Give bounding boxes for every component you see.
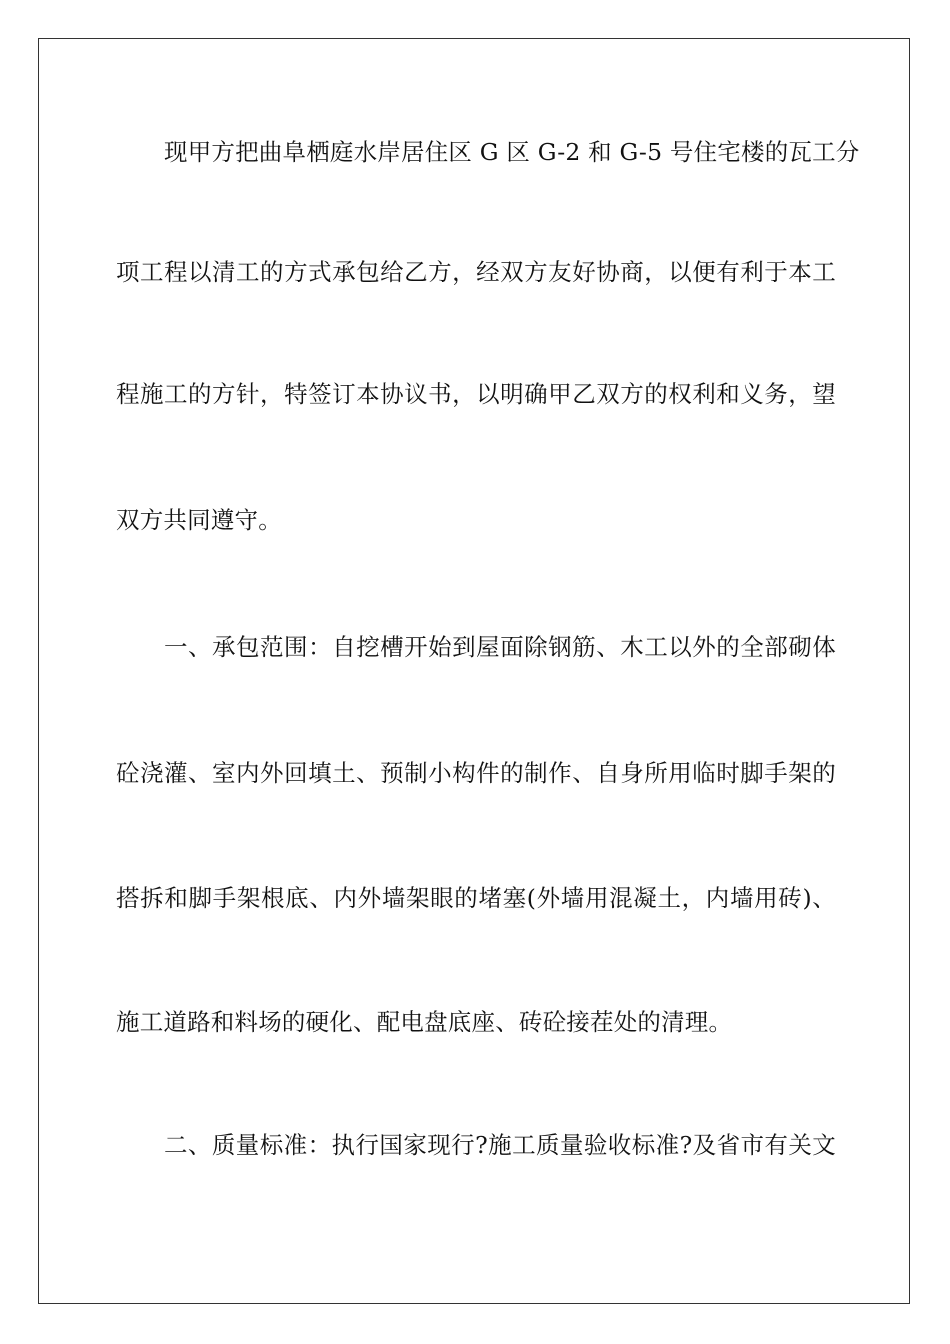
paragraph-line: 一、承包范围：自挖槽开始到屋面除钢筋、木工以外的全部砌体 xyxy=(164,633,836,661)
paragraph-line: 搭拆和脚手架根底、内外墙架眼的堵塞(外墙用混凝土，内墙用砖)、 xyxy=(116,884,836,912)
paragraph-line: 程施工的方针，特签订本协议书，以明确甲乙双方的权利和义务，望 xyxy=(116,380,836,408)
paragraph-line: 双方共同遵守。 xyxy=(116,506,282,534)
paragraph-line: 砼浇灌、室内外回填土、预制小构件的制作、自身所用临时脚手架的 xyxy=(116,759,836,787)
paragraph-line: 二、质量标准：执行国家现行?施工质量验收标准?及省市有关文 xyxy=(164,1131,836,1159)
paragraph-line: 现甲方把曲阜栖庭水岸居住区 G 区 G-2 和 G-5 号住宅楼的瓦工分 xyxy=(164,138,860,166)
paragraph-line: 项工程以清工的方式承包给乙方，经双方友好协商，以便有利于本工 xyxy=(116,258,836,286)
paragraph-line: 施工道路和料场的硬化、配电盘底座、砖砼接茬处的清理。 xyxy=(116,1008,733,1036)
